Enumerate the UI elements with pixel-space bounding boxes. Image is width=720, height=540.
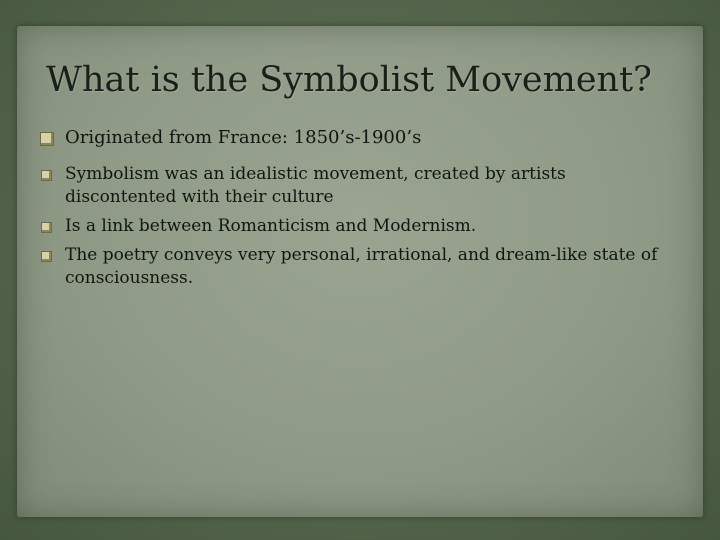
square-bullet-icon xyxy=(41,222,52,233)
bullet-item xyxy=(40,244,680,290)
square-bullet-icon xyxy=(41,170,52,181)
bullet-text: Symbolism was an idealistic movement, created by artists discontented with their culture xyxy=(65,164,566,207)
bullet-item xyxy=(40,215,680,238)
bullet-item xyxy=(40,126,680,149)
square-bullet-icon xyxy=(40,132,54,146)
bullet-text: The poetry conveys very personal, irrational, and dream-like state of consciousness. xyxy=(65,245,658,288)
bullet-text: Is a link between Romanticism and Modernism. xyxy=(65,216,477,236)
bullet-item xyxy=(40,163,680,209)
bullet-text: Originated from France: 1850’s-1900’s xyxy=(65,127,422,148)
bullet-list xyxy=(40,126,680,290)
slide-title: What is the Symbolist Movement? xyxy=(46,60,652,100)
square-bullet-icon xyxy=(41,251,52,262)
